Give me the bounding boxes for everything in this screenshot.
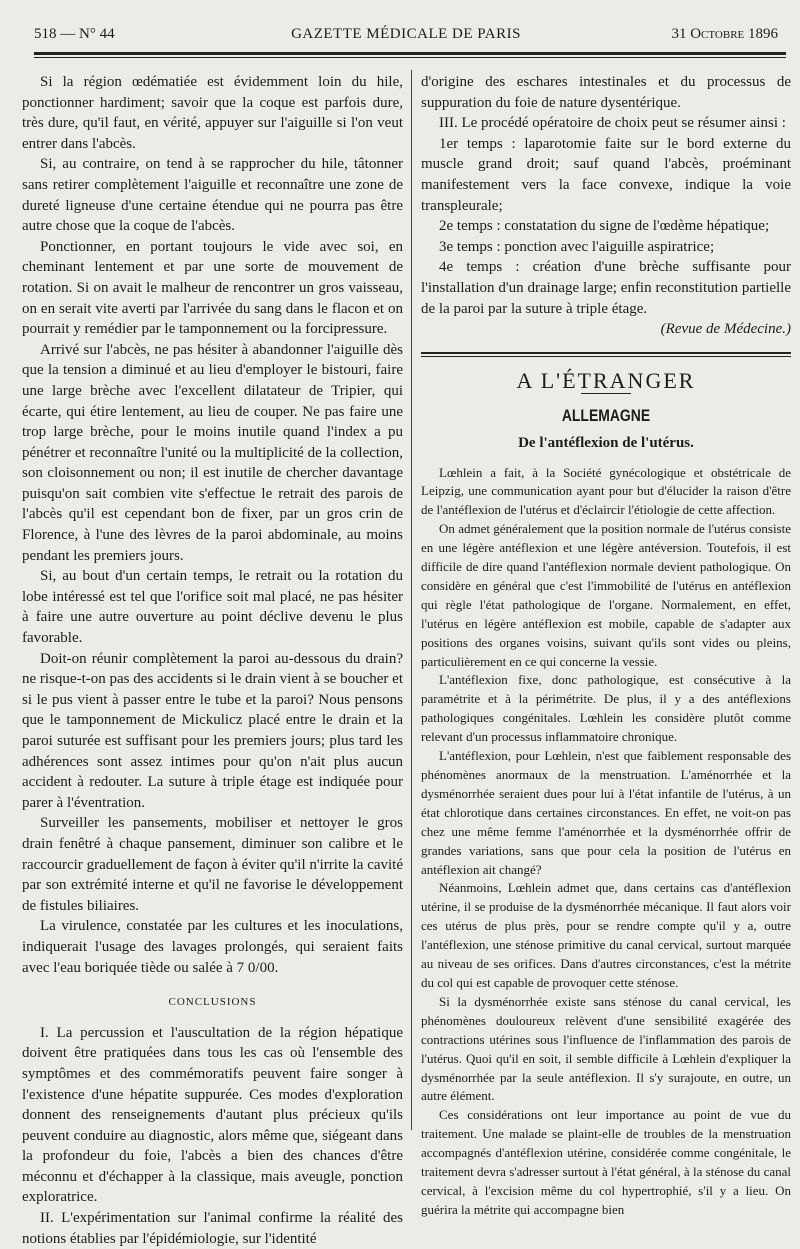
paragraph: Ponctionner, en portant toujours le vide avec soi, en cheminant lentement et par une sorte de mouvement de rotation. Si on avait le malheur de rencontrer un gros vaisseau, on en serait vite averti par l'arrivée du sang dans le flacon et on pourrait y remédier par le tamponnement ou la forcipressure. (22, 238, 403, 338)
section-rule (421, 352, 791, 357)
paragraph: Arrivé sur l'abcès, ne pas hésiter à abandonner l'aiguille dès que la tension a diminué et au lieu d'employer le bistouri, faire une large brèche avec l'excellent dilatateur de Tripier, qui écarte, qui étire lentement, au lieu de couper. Ne pas faire une trop large brèche, pour le moins inutile quand l'index a pu pénétrer et reconnaître l'unité ou la multiplicité de la collection, son cloisonnement ou non; il est inutile de chercher davantage puisqu'on sait combien vite s'effectue le retrait des parois de l'abcès qu'il est cependant bon de fixer, par un gros crin de Florence, à l'une des lèvres de la paroi abdominale, au moins pendant les premiers jours. (22, 341, 403, 564)
article-body (421, 464, 791, 1220)
column-divider (411, 70, 412, 1130)
issue-date: 31 Octobre 1896 (671, 26, 778, 42)
paragraph: Surveiller les pansements, mobiliser et nettoyer le gros drain fenêtré à chaque pansement, diminuer son calibre et le raccourcir graduellement de façon à éviter qu'il n'irrite la cavité par son extrémité interne et qu'il ne favorise le développement de fistules biliaires. (22, 815, 403, 914)
journal-title: GAZETTE MÉDICALE DE PARIS (291, 26, 521, 42)
paragraph: L'antéflexion fixe, donc pathologique, est consécutive à la paramétrite et à la périmétrite. De plus, il y a des antéflexions pathologiques congénitales. Lœhlein les considère plutôt comme relevant d'un processus inflammatoire chronique. (421, 672, 791, 745)
short-rule (581, 393, 631, 394)
header-rule (34, 52, 786, 55)
page-header (34, 24, 778, 46)
conclusion-item: II. L'expérimentation sur l'animal confirme la réalité des notions établies par l'épidémiologie, sur l'identité (22, 1210, 403, 1247)
paragraph: Si la région œdématiée est évidemment loin du hile, ponctionner hardiment; savoir que la coque est parfois dure, très dure, qu'il faut, en vérité, appuyer sur l'aiguille si l'on veut entrer dans l'abcès. (22, 74, 403, 152)
paragraph: On admet généralement que la position normale de l'utérus consiste en une légère antéflexion et une légère antéversion. Toutefois, il est difficile de dire quand l'antéflexion normale devient pathologique. On considère en général que c'est l'immobilité de l'utérus en antéflexion qui règle l'état pathologique de l'organe. Normalement, en effet, l'utérus en légère antéflexion est mobile, capable de s'adapter aux positions des organes voisins, suivant qu'ils sont vides ou pleins, particulièrement en ce qui concerne la vessie. (421, 521, 791, 669)
paragraph: Si la dysménorrhée existe sans sténose du canal cervical, les phénomènes douloureux relèvent d'une sensibilité exagérée des contractions utérines sous l'influence de l'inflammation des parois de l'utérus. Quoi qu'il en soit, il semble difficile à Lœhlein d'expliquer la dysménorrhée par la seule antéflexion. Il s'y surajoute, en outre, un autre élément. (421, 993, 791, 1104)
conclusions-heading: CONCLUSIONS (168, 996, 257, 1009)
paragraph: La virulence, constatée par les cultures et les inoculations, indiquerait l'usage des lavages prolongés, qui seraient faits avec l'eau boriquée tiède ou salée à 7 0/00. (22, 918, 403, 976)
paragraph: Si, au contraire, on tend à se rapprocher du hile, tâtonner sans retirer complètement l'aiguille et reconnaître une zone de dureté ligneuse d'une certaine étendue qui ne pourra pas être autre chose que la coque de l'abcès. (22, 156, 403, 235)
article-title: De l'antéflexion de l'utérus. (518, 434, 694, 451)
paragraph: Si, au bout d'un certain temps, le retrait ou la rotation du lobe intéressé est tel que l'orifice soit mal placé, ne pas hésiter à faire une autre ouverture au point déclive devenu le plus favorable. (22, 568, 403, 647)
paragraph: Néanmoins, Lœhlein admet que, dans certains cas d'antéflexion utérine, il se produise de la dysménorrhée mécanique. Il faut alors voir ces utérus de plus près, pour se rendre compte qu'il y a, outre l'antéflexion, une sténose primitive du canal cervical, surtout marquée au niveau de ses orifices. Dans d'autres circonstances, c'est la métrite du col qui est capable de provoquer cette sténose. (421, 880, 791, 990)
paragraph: Lœhlein a fait, à la Société gynécologique et obstétricale de Leipzig, une communication ayant pour but d'élucider la raison d'être de l'antéflexion de l'utérus et d'éclaircir l'étiologie de cette affection. (421, 464, 791, 518)
conclusion-item: I. La percussion et l'auscultation de la région hépatique doivent être pratiquées dans tous les cas où l'ensemble des symptômes et des commémoratifs peuvent faire songer à l'existence d'une hépatite suppurée. Ces modes d'exploration donnent des renseignements d'autant plus précieux qu'ils peuvent conduire au diagnostic, alors même que, siégeant dans la profondeur du foie, l'abcès a bien des chances d'être méconnu et d'échapper à la classique, mais aveugle, ponction exploratrice. (22, 1024, 403, 1206)
header-rule-thin (34, 57, 786, 58)
page-number: 518 — N° 44 (34, 26, 115, 42)
paragraph: Ces considérations ont leur importance au point de vue du traitement. Une malade se plaint-elle de troubles de la menstruation accompagnés d'antéflexion utérine, considérée comme congénitale, le traitement devra s'adresser surtout à l'état général, à la sténose du canal cervical, à l'excision même du col hypertrophié, s'il y a lieu. On guérira la métrite qui accompagne bien (421, 1107, 791, 1217)
paragraph: III. Le procédé opératoire de choix peut se résumer ainsi : (439, 115, 786, 132)
procedure-step: 1er temps : laparotomie faite sur le bord externe du muscle grand droit; sauf quand l'abcès, proéminant manifestement vers la face convexe, indique la voie transpleurale; (421, 135, 791, 214)
country-heading: ALLEMAGNE (561, 406, 651, 426)
right-column (421, 72, 791, 1217)
paragraph: Doit-on réunir complètement la paroi au-dessous du drain? ne risque-t-on pas des accidents si le drain vient à se boucher et si le pus vient à passer entre le tube et la paroi? Nous pensons que le tamponnement de Mickulicz placé entre le drain et la paroi suturée est suffisant pour les premiers jours; plus tard les adhérences sont assez intimes pour qu'on n'ait plus aucun accident à redouter. La suture à triple étage est indiquée pour parer à l'éventration. (22, 650, 403, 811)
procedure-step: 4e temps : création d'une brèche suffisante pour l'installation d'un drainage large; enfin reconstitution partielle de la paroi par la suture à triple étage. (421, 259, 791, 317)
left-column (22, 72, 403, 1247)
source-citation: (Revue de Médecine.) (660, 321, 791, 338)
paragraph: L'antéflexion, pour Lœhlein, n'est que faiblement responsable des phénomènes anormaux de la menstruation. L'aménorrhée et la dysménorrhée seraient dues pour lui à l'état infantile de l'utérus, à un état chlorotique dans certaines circonstances. En effet, ne voit-on pas chez une même femme l'aménorrhée et la dysménorrhée offrir de grandes variations, sans que pour cela la position de l'utérus en antéflexion ait changé? (421, 748, 791, 877)
procedure-step: 3e temps : ponction avec l'aiguille aspiratrice; (439, 238, 715, 255)
procedure-step: 2e temps : constatation du signe de l'œdème hépatique; (439, 218, 770, 235)
paragraph: d'origine des eschares intestinales et du processus de suppuration du foie de nature dysentérique. (421, 74, 791, 111)
section-heading: A L'ÉTRANGER (516, 367, 696, 393)
